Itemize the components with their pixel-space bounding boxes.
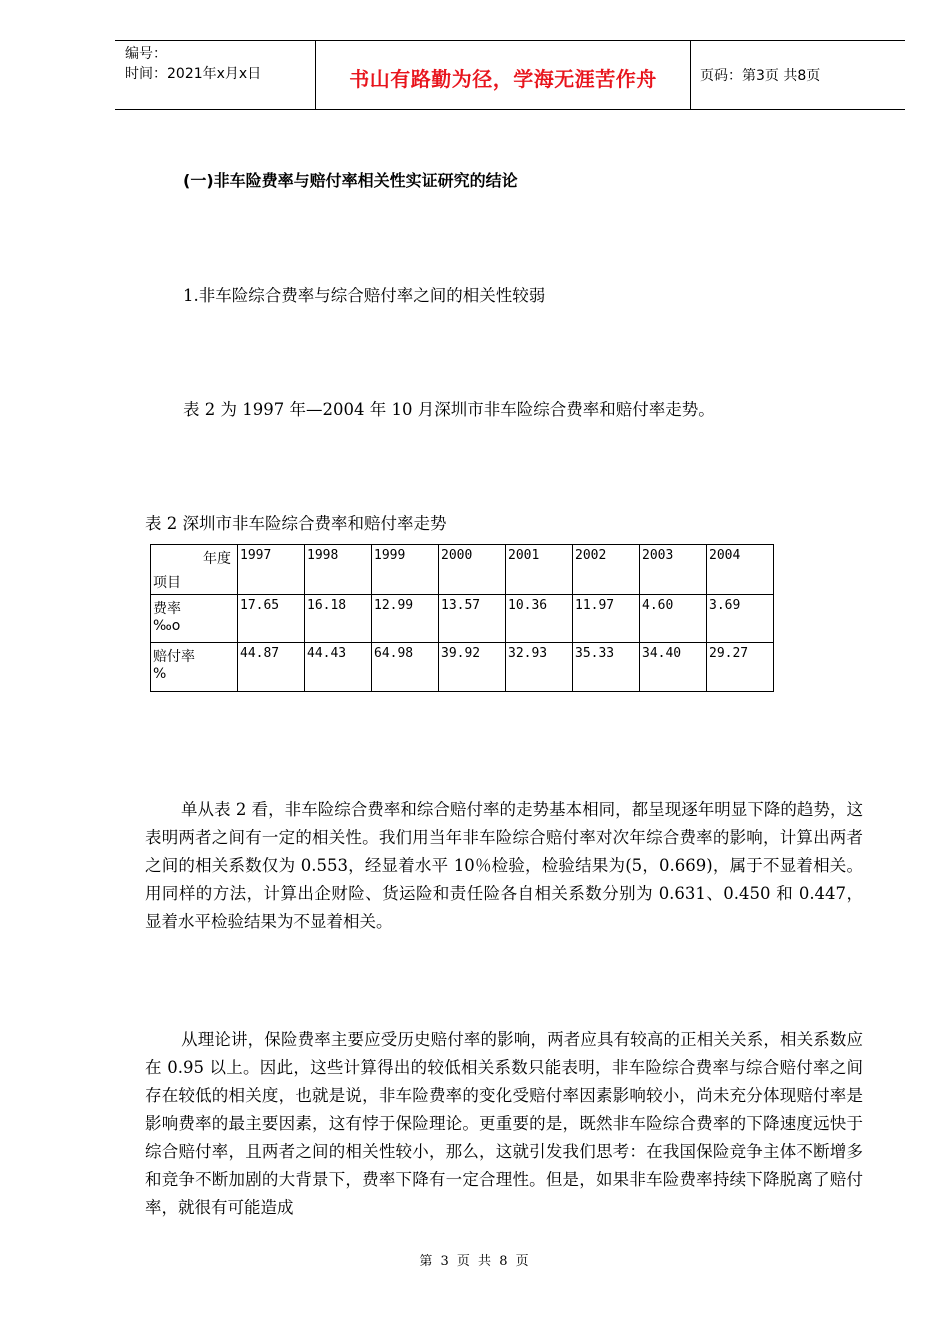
rate-table xyxy=(150,544,774,692)
year-cell: 1999 xyxy=(372,545,439,595)
paragraph-text: 从理论讲，保险费率主要应受历史赔付率的影响，两者应具有较高的正相关关系，相关系数应在 0.95 以上。因此，这些计算得出的较低相关系数只能表明，非车险综合费率与综合赔付率之间存在较低的相关度，也就是说，非车险费率的变化受赔付率因素影响较小，尚未充分体现赔付率是影响费率的最主要因素，这有悖于保险理论。更重要的是，既然非车险综合费率的下降速度远快于综合赔付率，且两者之间的相关性较小，那么，这就引发我们思考：在我国保险竞争主体不断增多和竞争不断加剧的大背景下，费率下降有一定合理性。但是，如果非车险费率持续下降脱离了赔付率，就很有可能造成 xyxy=(145,1030,863,1217)
page-footer: 第 3 页 共 8 页 xyxy=(419,1254,531,1269)
row-label: 赔付率 xyxy=(153,649,195,665)
header-page-cell xyxy=(690,41,905,109)
table-caption: 表 2 深圳市非车险综合费率和赔付率走势 xyxy=(145,514,447,533)
header-meta-cell xyxy=(115,41,315,109)
value-cell: 17.65 xyxy=(238,595,305,643)
subsection-heading: 1.非车险综合费率与综合赔付率之间的相关性较弱 xyxy=(183,286,546,305)
value-cell: 32.93 xyxy=(506,643,573,692)
value-cell: 44.87 xyxy=(238,643,305,692)
table-header-row xyxy=(151,545,774,595)
corner-item-label: 项目 xyxy=(153,575,181,591)
value-cell: 44.43 xyxy=(305,643,372,692)
value-cell: 64.98 xyxy=(372,643,439,692)
page-header xyxy=(115,40,905,110)
value-cell: 12.99 xyxy=(372,595,439,643)
table-row xyxy=(151,595,774,643)
row-unit: ‰o xyxy=(153,618,181,634)
body-paragraph-1 xyxy=(145,796,863,936)
year-cell: 2000 xyxy=(439,545,506,595)
year-cell: 1998 xyxy=(305,545,372,595)
year-cell: 1997 xyxy=(238,545,305,595)
header-motto-cell xyxy=(315,41,691,109)
table-corner-cell xyxy=(151,545,238,595)
intro-paragraph: 表 2 为 1997 年—2004 年 10 月深圳市非车险综合费率和赔付率走势。 xyxy=(183,400,715,419)
year-cell: 2003 xyxy=(640,545,707,595)
value-cell: 11.97 xyxy=(573,595,640,643)
row-label-cell xyxy=(151,595,238,643)
body-paragraph-2 xyxy=(145,1026,863,1222)
value-cell: 3.69 xyxy=(707,595,774,643)
section-heading: (一)非车险费率与赔付率相关性实证研究的结论 xyxy=(183,171,518,190)
paragraph-text: 单从表 2 看，非车险综合费率和综合赔付率的走势基本相同，都呈现逐年明显下降的趋势，这表明两者之间有一定的相关性。我们用当年非车险综合赔付率对次年综合费率的影响，计算出两者之间的相关系数仅为 0.553，经显着水平 10％检验，检验结果为(5，0.669)，属于不显着相关。用同样的方法，计算出企财险、货运险和责任险各自相关系数分别为 0.631、0.450 和 0.447，显着水平检验结果为不显着相关。 xyxy=(145,800,863,931)
value-cell: 13.57 xyxy=(439,595,506,643)
year-cell: 2004 xyxy=(707,545,774,595)
value-cell: 29.27 xyxy=(707,643,774,692)
year-cell: 2002 xyxy=(573,545,640,595)
table-row xyxy=(151,643,774,692)
value-cell: 35.33 xyxy=(573,643,640,692)
motto-text: 书山有路勤为径，学海无涯苦作舟 xyxy=(349,67,657,91)
code-label: 编号： xyxy=(125,46,167,62)
value-cell: 34.40 xyxy=(640,643,707,692)
page-number-label: 页码：第3页 共8页 xyxy=(700,68,821,84)
time-label: 时间：2021年x月x日 xyxy=(125,66,262,82)
row-label-cell xyxy=(151,643,238,692)
year-cell: 2001 xyxy=(506,545,573,595)
row-label: 费率 xyxy=(153,601,181,617)
value-cell: 4.60 xyxy=(640,595,707,643)
value-cell: 10.36 xyxy=(506,595,573,643)
row-unit: % xyxy=(153,666,167,682)
value-cell: 39.92 xyxy=(439,643,506,692)
corner-year-label: 年度 xyxy=(203,551,231,567)
value-cell: 16.18 xyxy=(305,595,372,643)
